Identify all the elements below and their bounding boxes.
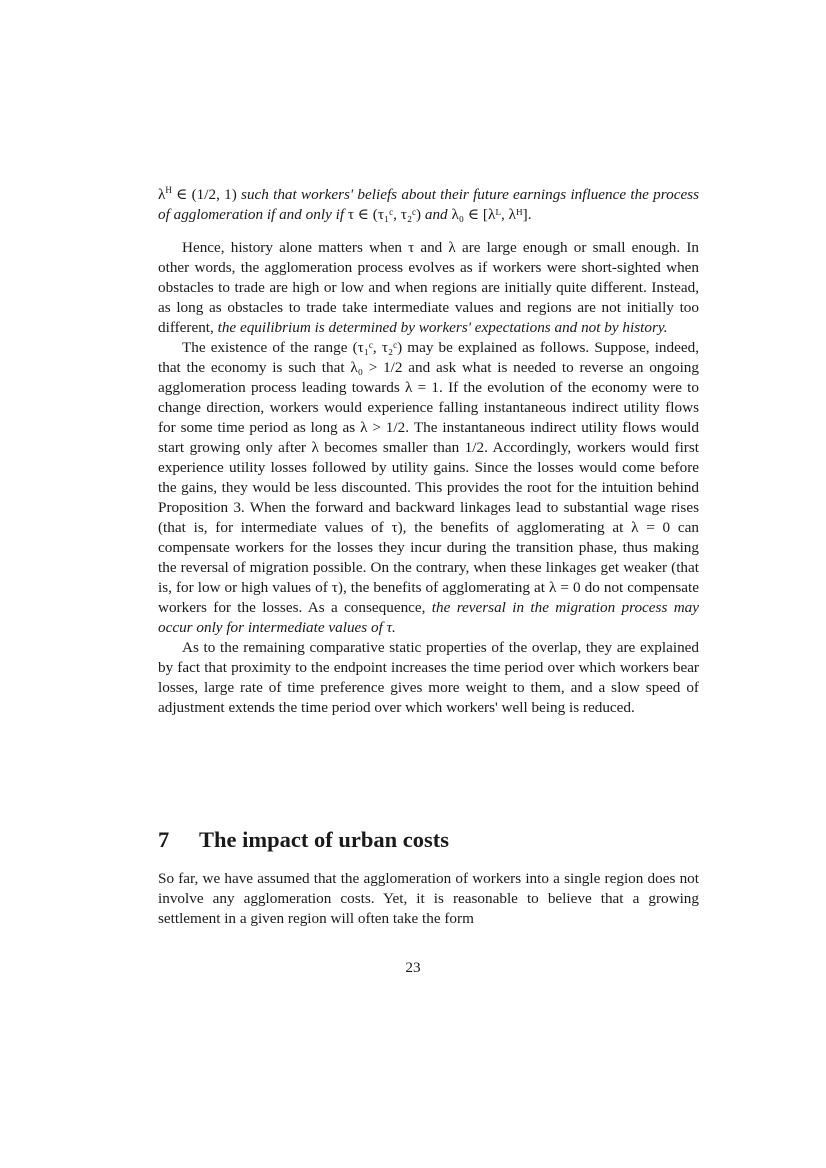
proposition-math-lead: $\lambda^H$ ∈ (1/2, 1)	[158, 185, 242, 204]
paragraph-urban-costs: So far, we have assumed that the agglomeration of workers into a single region does not involve any agglomeration costs. Yet, it is reasonable to believe that a growing settlement in a given region will often take the form	[158, 870, 699, 927]
body-text	[158, 238, 699, 718]
section-body	[158, 869, 699, 929]
page-number: 23	[405, 959, 421, 976]
section-number: 7	[158, 827, 170, 852]
proposition-cond-math: τ ∈ (τ₁ᶜ, τ₂ᶜ)	[347, 206, 422, 224]
section-heading	[158, 826, 699, 854]
proposition-text: $\lambda^H$ ∈ (1/2, 1) such that workers' beliefs about their future earnings influence the process of agglomeration if and only if τ ∈ (τ₁ᶜ, τ₂ᶜ) and λ₀ ∈ [λᴸ, λᴴ].	[158, 185, 700, 224]
proposition-italic-2: and	[421, 206, 452, 224]
proposition-continuation	[158, 180, 699, 225]
paragraph-comparative-statics: As to the remaining comparative static properties of the overlap, they are explained by fact that proximity to the endpoint increases the time period over which workers bear losses, large rate of time preference gives more weight to them, and a slow speed of adjustment extends the time period over which workers' well being is reduced.	[158, 639, 699, 716]
paragraph-history: Hence, history alone matters when τ and λ are large enough or small enough. In other words, the agglomeration process evolves as if workers were short-sighted when obstacles to trade are high or low and when regions are initially quite different. Instead, as long as obstacles to trade take intermediate values and regions are not initially too different, the equilibrium is determined by workers' expectations and not by history.	[158, 239, 699, 336]
section-title: The impact of urban costs	[199, 827, 450, 852]
proposition-italic-1: such that workers' beliefs about their future earnings influence the process of agglomeration if and only if	[158, 186, 700, 224]
paragraph-range-explanation: The existence of the range (τ₁ᶜ, τ₂ᶜ) may be explained as follows. Suppose, indeed, that the economy is such that λ₀ > 1/2 and ask what is needed to reverse an ongoing agglomeration process leading towards λ = 1. If the evolution of the economy were to change direction, workers would experience falling instantaneous indirect utility flows for some time period as long as λ > 1/2. The instantaneous indirect utility flows would start growing only after λ becomes smaller than 1/2. Accordingly, workers would first experience utility losses followed by utility gains. Since the losses would come before the gains, they would be less discounted. This provides the root for the intuition behind Proposition 3. When the forward and backward linkages lead to substantial wage rises (that is, for intermediate values of τ), the benefits of agglomerating at λ = 0 can compensate workers for the losses they incur during the transition phase, thus making the reversal of migration possible. On the contrary, when these linkages get weaker (that is, for low or high values of τ), the benefits of agglomerating at λ = 0 do not compensate workers for the losses. As a consequence, the reversal in the migration process may occur only for intermediate values of τ.	[158, 339, 699, 636]
proposition-cond-math-2: λ₀ ∈ [λᴸ, λᴴ]	[451, 206, 528, 224]
